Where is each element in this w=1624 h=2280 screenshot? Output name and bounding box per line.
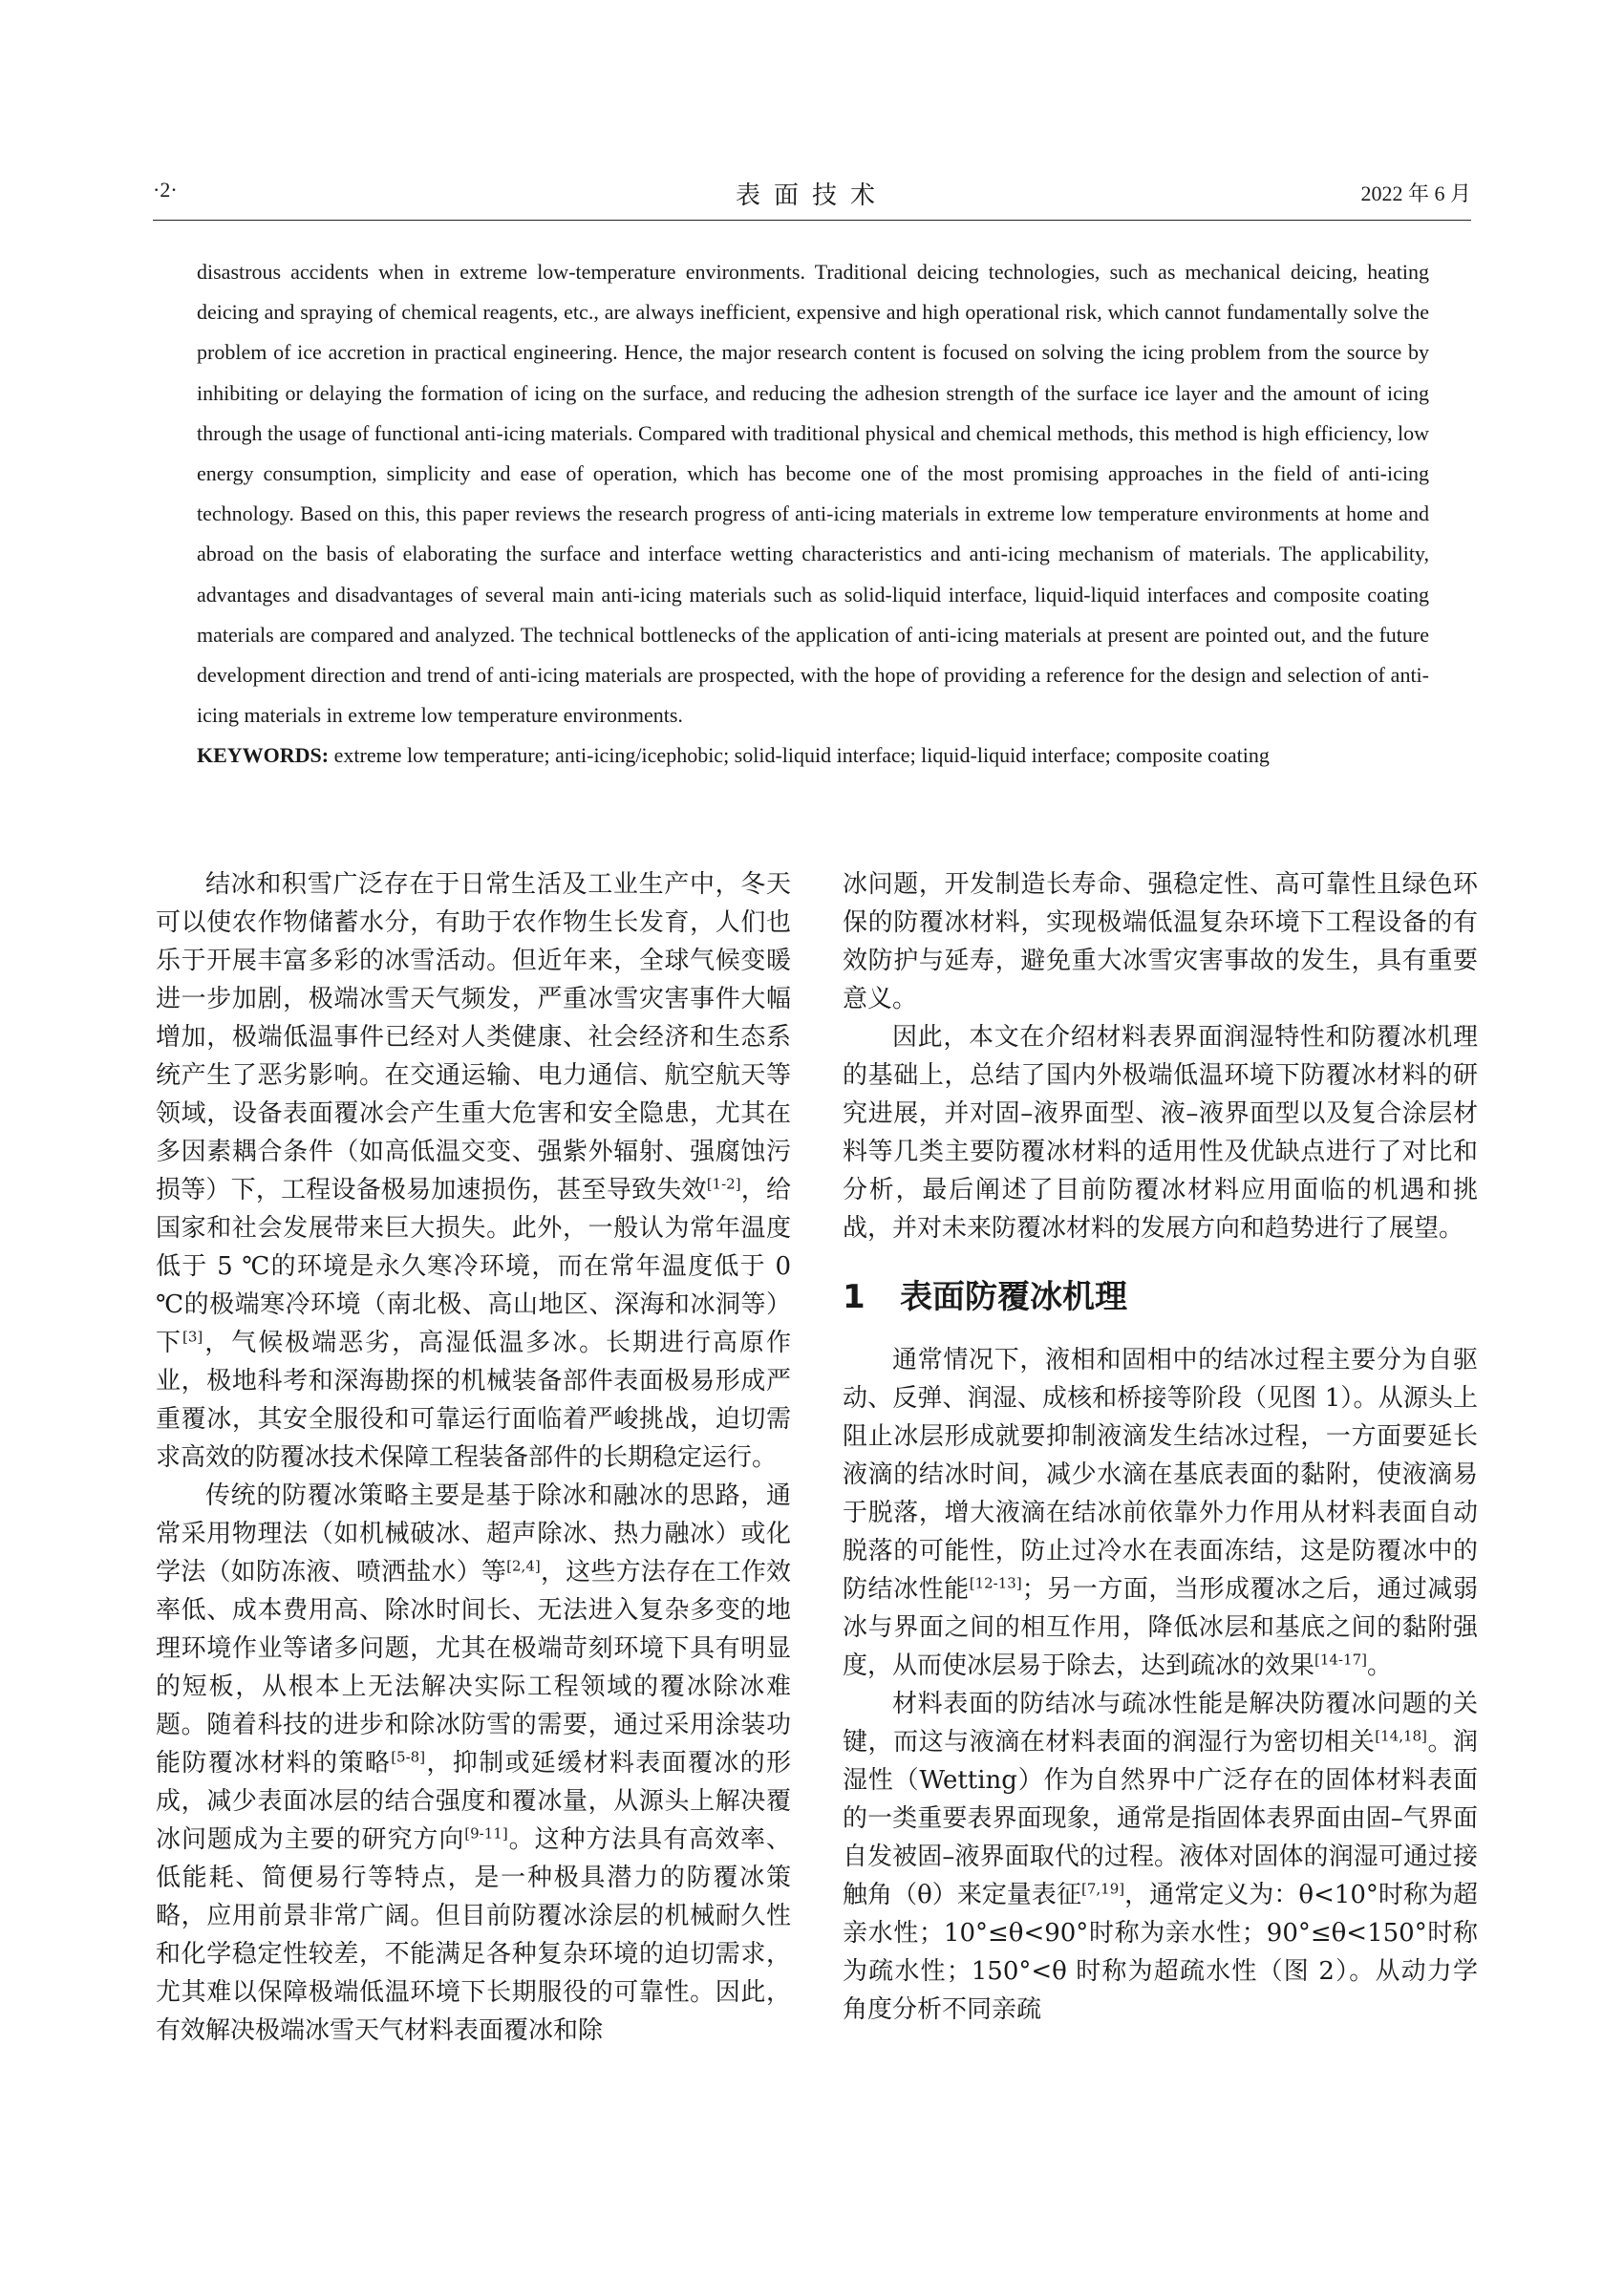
citation: [14,18] (1375, 1727, 1427, 1745)
left-column (156, 865, 791, 2050)
keywords-line (197, 735, 1429, 776)
text-run: 通常情况下，液相和固相中的结冰过程主要分为自驱动、反弹、润湿、成核和桥接等阶段（见图 1）。从源头上阻止冰层形成就要抑制液滴发生结冰过程，一方面要延长液滴的结冰时间，减少水滴在基底表面的黏附，使液滴易于脱落，增大液滴在结冰前依靠外力作用从材料表面自动脱落的可能性，防止过冷水在表面冻结，这是防覆冰中的防结冰性能 (843, 1346, 1478, 1604)
section-title: 表面防覆冰机理 (900, 1278, 1127, 1316)
citation: [1-2] (706, 1175, 741, 1193)
section-number: 1 (843, 1278, 865, 1316)
text-run: 。润湿性（Wetting）作为自然界中广泛存在的固体材料表面的一类重要表界面现象，通常是指固体表界面由固–气界面自发被固–液界面取代的过程。液体对固体的润湿可通过接触角（θ）来定量表征 (843, 1728, 1478, 1909)
text-run: 。 (1366, 1651, 1392, 1680)
intro-paragraph-continued: 冰问题，开发制造长寿命、强稳定性、高可靠性且绿色环保的防覆冰材料，实现极端低温复杂环境下工程设备的有效防护与延寿，避免重大冰雪灾害事故的发生，具有重要意义。 (843, 870, 1478, 1013)
body-paragraph-2 (843, 1685, 1478, 2029)
text-run: ，抑制或延缓材料表面覆冰的形成，减少表面冰层的结合强度和覆冰量，从源头上解决覆冰问题成为主要的研究方向 (156, 1749, 791, 1854)
intro-paragraph-3: 因此，本文在介绍材料表界面润湿特性和防覆冰机理的基础上，总结了国内外极端低温环境下防覆冰材料的研究进展，并对固–液界面型、液–液界面型以及复合涂层材料等几类主要防覆冰材料的适用性及优缺点进行了对比和分析，最后阐述了目前防覆冰材料应用面临的机遇和挑战，并对未来防覆冰材料的发展方向和趋势进行了展望。 (843, 1023, 1478, 1243)
header-rule (153, 220, 1471, 221)
keywords-text: extreme low temperature; anti-icing/icephobic; solid-liquid interface; liquid-liquid interface; composite coating (329, 743, 1270, 768)
citation: [14-17] (1314, 1651, 1367, 1669)
keywords-label: KEYWORDS: (197, 743, 330, 768)
citation: [12-13] (969, 1574, 1022, 1592)
text-run: 结冰和积雪广泛存在于日常生活及工业生产中，冬天可以使农作物储蓄水分，有助于农作物生长发育，人们也乐于开展丰富多彩的冰雪活动。但近年来，全球气候变暖进一步加剧，极端冰雪天气频发，严重冰雪灾害事件大幅增加，极端低温事件已经对人类健康、社会经济和生态系统产生了恶劣影响。在交通运输、电力通信、航空航天等领域，设备表面覆冰会产生重大危害和安全隐患，尤其在多因素耦合条件（如高低温交变、强紫外辐射、强腐蚀污损等）下，工程设备极易加速损伤，甚至导致失效 (156, 870, 791, 1204)
intro-paragraph-2 (156, 1477, 791, 2050)
citation: [7,19] (1080, 1880, 1125, 1898)
text-run: ；另一方面，当形成覆冰之后，通过减弱冰与界面之间的相互作用，降低冰层和基底之间的黏附强度，从而使冰层易于除去，达到疏冰的效果 (843, 1575, 1478, 1680)
text-run: ，给国家和社会发展带来巨大损失。此外，一般认为常年温度低于 5 ℃的环境是永久寒冷环境，而在常年温度低于 0 ℃的极端寒冷环境（南北极、高山地区、深海和冰洞等）下 (156, 1176, 791, 1357)
running-header (153, 178, 1471, 216)
issue-date: 2022 年 6 月 (1360, 181, 1471, 205)
citation: [9-11] (464, 1824, 508, 1843)
text-run: 材料表面的防结冰与疏冰性能是解决防覆冰问题的关键，而这与液滴在材料表面的润湿行为密切相关 (843, 1690, 1478, 1757)
citation: [3] (182, 1328, 203, 1346)
abstract-text: disastrous accidents when in extreme low-temperature environments. Traditional deicing technologies, such as mechanical deicing, heating deicing and spraying of chemical reagents, etc., are always inefficient, expensive and high operational risk, which cannot fundamentally solve the problem of ice accretion in practical engineering. Hence, the major research content is focused on solving the icing problem from the source by inhibiting or delaying the formation of icing on the surface, and reducing the adhesion strength of the surface ice layer and the amount of icing through the usage of functional anti-icing materials. Compared with traditional physical and chemical methods, this method is high efficiency, low energy consumption, simplicity and ease of operation, which has become one of the most promising approaches in the field of anti-icing technology. Based on this, this paper reviews the research progress of anti-icing materials in extreme low temperature environments at home and abroad on the basis of elaborating the surface and interface wetting characteristics and anti-icing mechanism of materials. The applicability, advantages and disadvantages of several main anti-icing materials such as solid-liquid interface, liquid-liquid interfaces and composite coating materials are compared and analyzed. The technical bottlenecks of the application of anti-icing materials at present are pointed out, and the future development direction and trend of anti-icing materials are prospected, with the hope of providing a reference for the design and selection of anti-icing materials in extreme low temperature environments. (197, 260, 1429, 728)
english-abstract (197, 252, 1429, 777)
right-column (843, 865, 1478, 2029)
section-heading (843, 1274, 1478, 1320)
citation: [2,4] (506, 1557, 541, 1575)
text-run: ，这些方法存在工作效率低、成本费用高、除冰时间长、无法进入复杂多变的地理环境作业等诸多问题，尤其在极端苛刻环境下具有明显的短板，从根本上无法解决实际工程领域的覆冰除冰难题。随着科技的进步和除冰防雪的需要，通过采用涂装功能防覆冰材料的策略 (156, 1558, 791, 1778)
page-number: ·2· (153, 178, 178, 202)
text-run: ，气候极端恶劣，高湿低温多冰。长期进行高原作业，极地科考和深海勘探的机械装备部件表面极易形成严重覆冰，其安全服役和可靠运行面临着严峻挑战，迫切需求高效的防覆冰技术保障工程装备部件的长期稳定运行。 (156, 1329, 791, 1472)
body-paragraph-1 (843, 1341, 1478, 1685)
citation: [5-8] (391, 1748, 426, 1766)
journal-title: 表面技术 (735, 181, 888, 210)
text-run: ，通常定义为：θ<10°时称为超亲水性；10°≤θ<90°时称为亲水性；90°≤θ<150°时称为疏水性；150°<θ 时称为超疏水性（图 2）。从动力学角度分析不同亲疏 (843, 1881, 1479, 2024)
intro-paragraph-1 (156, 865, 791, 1477)
text-run: 。这种方法具有高效率、低能耗、简便易行等特点，是一种极具潜力的防覆冰策略，应用前景非常广阔。但目前防覆冰涂层的机械耐久性和化学稳定性较差，不能满足各种复杂环境的迫切需求，尤其难以保障极端低温环境下长期服役的可靠性。因此，有效解决极端冰雪天气材料表面覆冰和除 (156, 1825, 791, 2045)
text-run: 传统的防覆冰策略主要是基于除冰和融冰的思路，通常采用物理法（如机械破冰、超声除冰、热力融冰）或化学法（如防冻液、喷洒盐水）等 (156, 1481, 791, 1587)
